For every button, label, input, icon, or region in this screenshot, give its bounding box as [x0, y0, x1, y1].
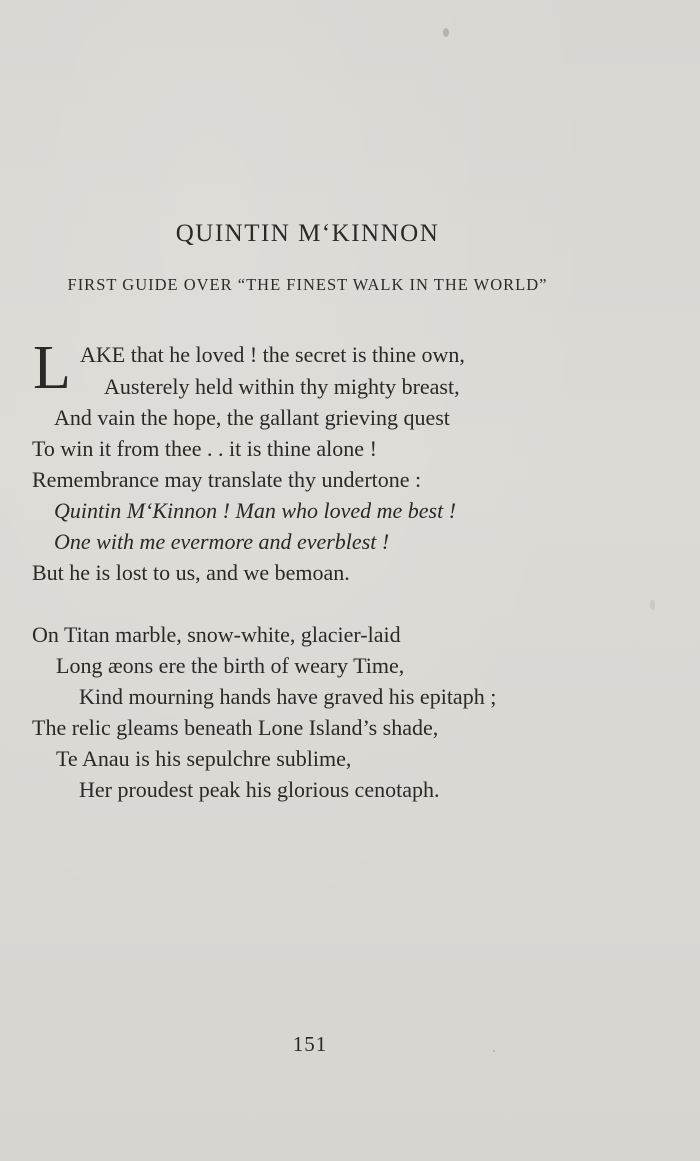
poem-line: But he is lost to us, and we bemoan. [32, 560, 350, 585]
poem-line: Austerely held within thy mighty breast, [104, 374, 460, 399]
poem-line: Remembrance may translate thy undertone : [32, 467, 422, 492]
poem-line-italic: One with me evermore and everblest ! [54, 529, 390, 554]
poem-title: QUINTIN M‘KINNON [175, 220, 440, 247]
paper-speck [443, 28, 449, 37]
poem-subtitle: FIRST GUIDE OVER “THE FINEST WALK IN THE WORLD” [67, 275, 548, 294]
poem-line: Her proudest peak his glorious cenotaph. [79, 777, 440, 802]
poem-line: On Titan marble, snow-white, glacier-laid [32, 622, 401, 647]
poem-line: Te Anau is his sepulchre sublime, [56, 746, 352, 771]
page-number: 151 [292, 1032, 328, 1056]
poem-line: Long æons ere the birth of weary Time, [56, 653, 405, 678]
poem-line: And vain the hope, the gallant grieving quest [54, 405, 450, 430]
paper-speck [650, 600, 655, 610]
poem-line: Kind mourning hands have graved his epitaph ; [79, 684, 497, 709]
poem-line: The relic gleams beneath Lone Island’s shade, [32, 715, 439, 740]
poem-line-italic: Quintin M‘Kinnon ! Man who loved me best ! [54, 498, 457, 523]
poem-line: To win it from thee . . it is thine alone ! [32, 436, 377, 461]
poem-line: AKE that he loved ! the secret is thine own, [80, 342, 465, 367]
drop-cap: L [33, 334, 71, 402]
paper-speck [493, 1050, 495, 1052]
